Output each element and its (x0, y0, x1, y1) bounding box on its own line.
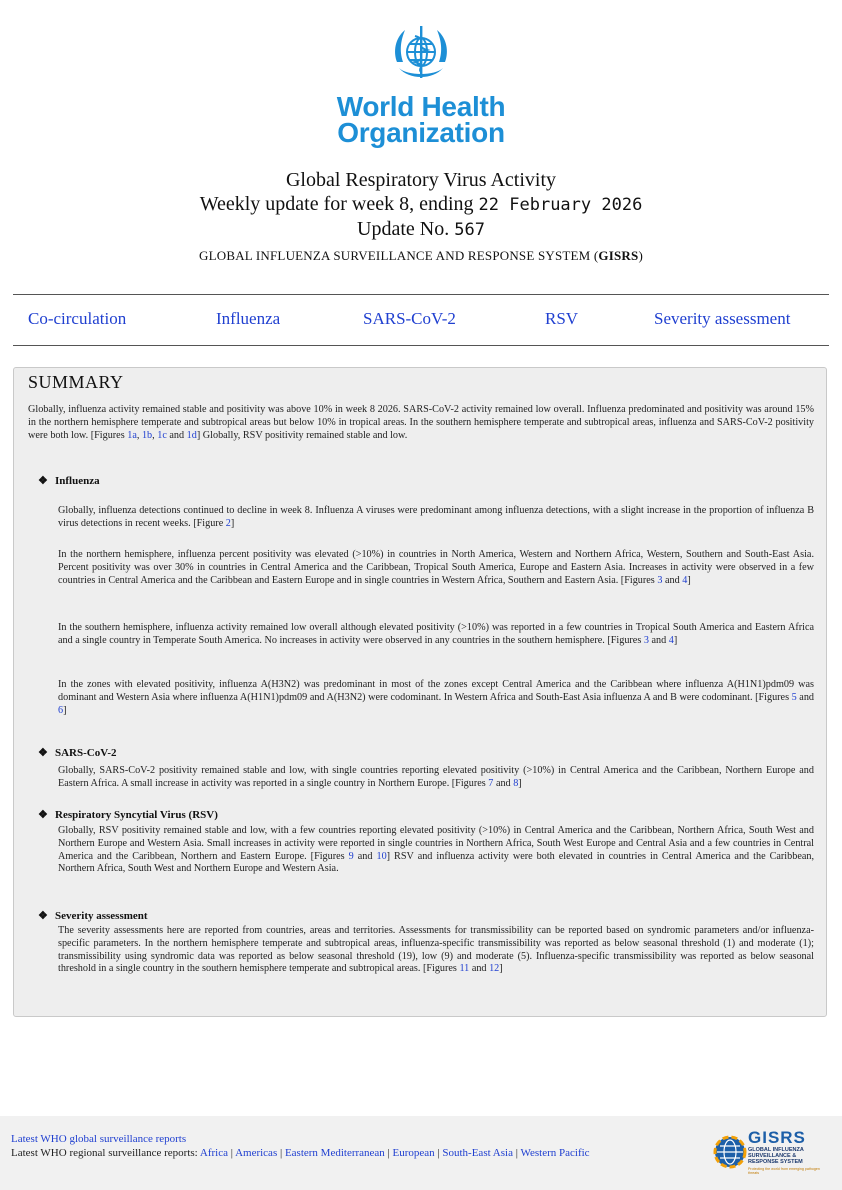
sars-cov-2-para: Globally, SARS-CoV-2 positivity remained stable and low, with single countries reporting elevated positivity (>10%) in Central America and the Caribbean, Northern Europe and Eastern Africa. A small increase in activity was reported in a single country in Northern Europe. [Figures 7 and 8] (58, 765, 814, 789)
figure-link-7[interactable]: 7 (488, 777, 494, 789)
figure-link-1b[interactable]: 1b (141, 429, 153, 441)
update-number: 567 (454, 220, 485, 240)
figure-link-1d[interactable]: 1d (186, 429, 197, 441)
nav-influenza[interactable]: Influenza (216, 309, 281, 328)
four-diamond-bullet-icon: ❖ (38, 475, 48, 487)
gisrs-globe-icon (712, 1132, 748, 1172)
gisrs-logo-text: GISRS (748, 1128, 806, 1147)
figure-link-5[interactable]: 5 (791, 691, 797, 703)
figure-link-1c[interactable]: 1c (157, 429, 167, 441)
figure-link-11[interactable]: 11 (459, 963, 470, 975)
figure-link-2[interactable]: 2 (225, 517, 231, 529)
page-title: Global Respiratory Virus Activity (285, 169, 557, 191)
nav-rsv[interactable]: RSV (545, 309, 579, 328)
figure-link-3[interactable]: 3 (657, 574, 663, 586)
who-logo (0, 22, 842, 146)
section-nav (13, 294, 829, 346)
influenza-heading: ❖ Influenza (38, 475, 100, 487)
nav-severity-assessment[interactable]: Severity assessment (654, 309, 791, 328)
update-line: Update No. 567 (357, 218, 485, 240)
rsv-para: Globally, RSV positivity remained stable and low, with a few countries reporting elevated positivity (>10%) in Central America and the Caribbean, Northern Africa, South West and Northern Europe and Western Asia. Small increases in activity were reported in single countries in Northern Africa, South West Europe and Central Asia and a few countries in Central America and the Caribbean, Northern and Eastern Europe. [Figures 9 and 10] RSV and influenza activity were both elevated in countries in Central America and the Caribbean, Northern Africa, South West and Northern Europe and Western Asia. (58, 825, 815, 875)
weekly-line: Weekly update for week 8, ending 22 February 2026 (199, 193, 643, 215)
org-name-line1: World Health (336, 91, 506, 122)
gisrs-logo-subtitle: GLOBAL INFLUENZA SURVEILLANCE & RESPONSE SYSTEM (748, 1147, 804, 1165)
summary-intro: Globally, influenza activity remained stable and positivity was above 10% in week 8 2026. SARS-CoV-2 activity remained low overall. Influenza predominated and positivity was around 15% in the northern hemisphere temperate and subtropical areas but below 10% in tropical areas. In the southern hemisphere temperate and subtropical areas, influenza and SARS-CoV-2 positivity were both low. [Figures 1a, 1b, 1c and 1d] Globally, RSV positivity remained stable and low. (28, 404, 814, 441)
sars-cov-2-heading: ❖ SARS-CoV-2 (38, 747, 117, 759)
figure-link-10[interactable]: 10 (376, 850, 387, 862)
region-link-eastern-mediterranean[interactable]: Eastern Mediterranean (284, 1147, 385, 1159)
global-reports-link[interactable]: Latest WHO global surveillance reports (11, 1133, 187, 1145)
region-link-africa[interactable]: Africa (199, 1147, 228, 1159)
nav-co-circulation[interactable]: Co-circulation (28, 309, 127, 328)
gisrs-line: GLOBAL INFLUENZA SURVEILLANCE AND RESPONSE SYSTEM (GISRS) (199, 248, 643, 263)
region-link-western-pacific[interactable]: Western Pacific (520, 1147, 590, 1159)
gisrs-logo (712, 1126, 832, 1182)
regional-reports-line: Latest WHO regional surveillance reports: Africa | Americas | Eastern Mediterranean | European | South-East Asia | Western Pacific (11, 1147, 590, 1159)
figure-link-3b[interactable]: 3 (643, 634, 649, 646)
severity-heading: ❖ Severity assessment (38, 910, 148, 922)
four-diamond-bullet-icon: ❖ (38, 747, 48, 759)
org-name-line2: Organization (337, 117, 505, 148)
week-date: 22 February 2026 (478, 195, 643, 215)
who-emblem-icon (389, 22, 453, 88)
nav-sars-cov-2[interactable]: SARS-CoV-2 (363, 309, 456, 328)
figure-link-1a[interactable]: 1a (127, 429, 137, 441)
figure-link-4b[interactable]: 4 (668, 634, 674, 646)
figure-link-4[interactable]: 4 (682, 574, 688, 586)
region-link-south-east-asia[interactable]: South-East Asia (442, 1147, 513, 1159)
rsv-heading: ❖ Respiratory Syncytial Virus (RSV) (38, 809, 218, 821)
region-link-americas[interactable]: Americas (235, 1147, 278, 1159)
footer (0, 1116, 842, 1190)
summary-panel (13, 367, 827, 1017)
summary-heading: SUMMARY (28, 372, 124, 392)
four-diamond-bullet-icon: ❖ (38, 809, 48, 821)
influenza-para-2: In the northern hemisphere, influenza percent positivity was elevated (>10%) in countries in North America, Western and Northern Africa, Western, Southern and South-East Asia. Percent positivity was over 30% in countries in Central America and the Caribbean, Tropical South America, Europe and Eastern Asia. Increases in activity were observed in a few countries in Central America and the Caribbean and Eastern Europe and in single countries in Western Africa, Southern and Eastern Asia. [Figures 3 and 4] (58, 549, 814, 586)
figure-link-9[interactable]: 9 (348, 850, 354, 862)
influenza-para-4: In the zones with elevated positivity, influenza A(H3N2) was predominant in most of the zones except Central America and the Caribbean where influenza A(H1N1)pdm09 was dominant and Western Asia where influenza A(H1N1)pdm09 and A(H3N2) were codominant. In Western Africa and South-East Asia influenza A and B were codominant. [Figures 5 and 6] (58, 679, 815, 716)
severity-para: The severity assessments here are reported from countries, areas and territories. Assessments for transmissibility can be reported based on syndromic parameters and/or influenza-specific parameters. In the northern hemisphere temperate and subtropical areas, influenza-specific transmissibility was reported as below seasonal threshold (1) and moderate (1); transmissibility using syndromic data was reported as below seasonal threshold (19), low (9) and moderate (5). Influenza-specific transmissibility was reported as below seasonal threshold in a single country in the southern hemisphere temperate and subtropical areas. [Figures 11 and 12] (58, 925, 814, 975)
gisrs-logo-tagline: Protecting the world from emerging pathogen threats (748, 1167, 820, 1175)
influenza-para-3: In the southern hemisphere, influenza activity remained low overall although elevated positivity (>10%) was reported in a few countries in Tropical South America and Eastern Africa and a single country in Temperate South America. No increases in activity were observed in any countries in the southern hemisphere. [Figures 3 and 4] (58, 622, 814, 646)
region-link-european[interactable]: European (392, 1147, 435, 1159)
figure-link-6[interactable]: 6 (58, 704, 64, 716)
four-diamond-bullet-icon: ❖ (38, 910, 48, 922)
figure-link-8[interactable]: 8 (513, 777, 519, 789)
influenza-para-1: Globally, influenza detections continued to decline in week 8. Influenza A viruses were predominant among influenza detections, with a slight increase in the proportion of influenza B virus detections in recent weeks. [Figure 2] (58, 505, 814, 529)
figure-link-12[interactable]: 12 (489, 963, 500, 975)
